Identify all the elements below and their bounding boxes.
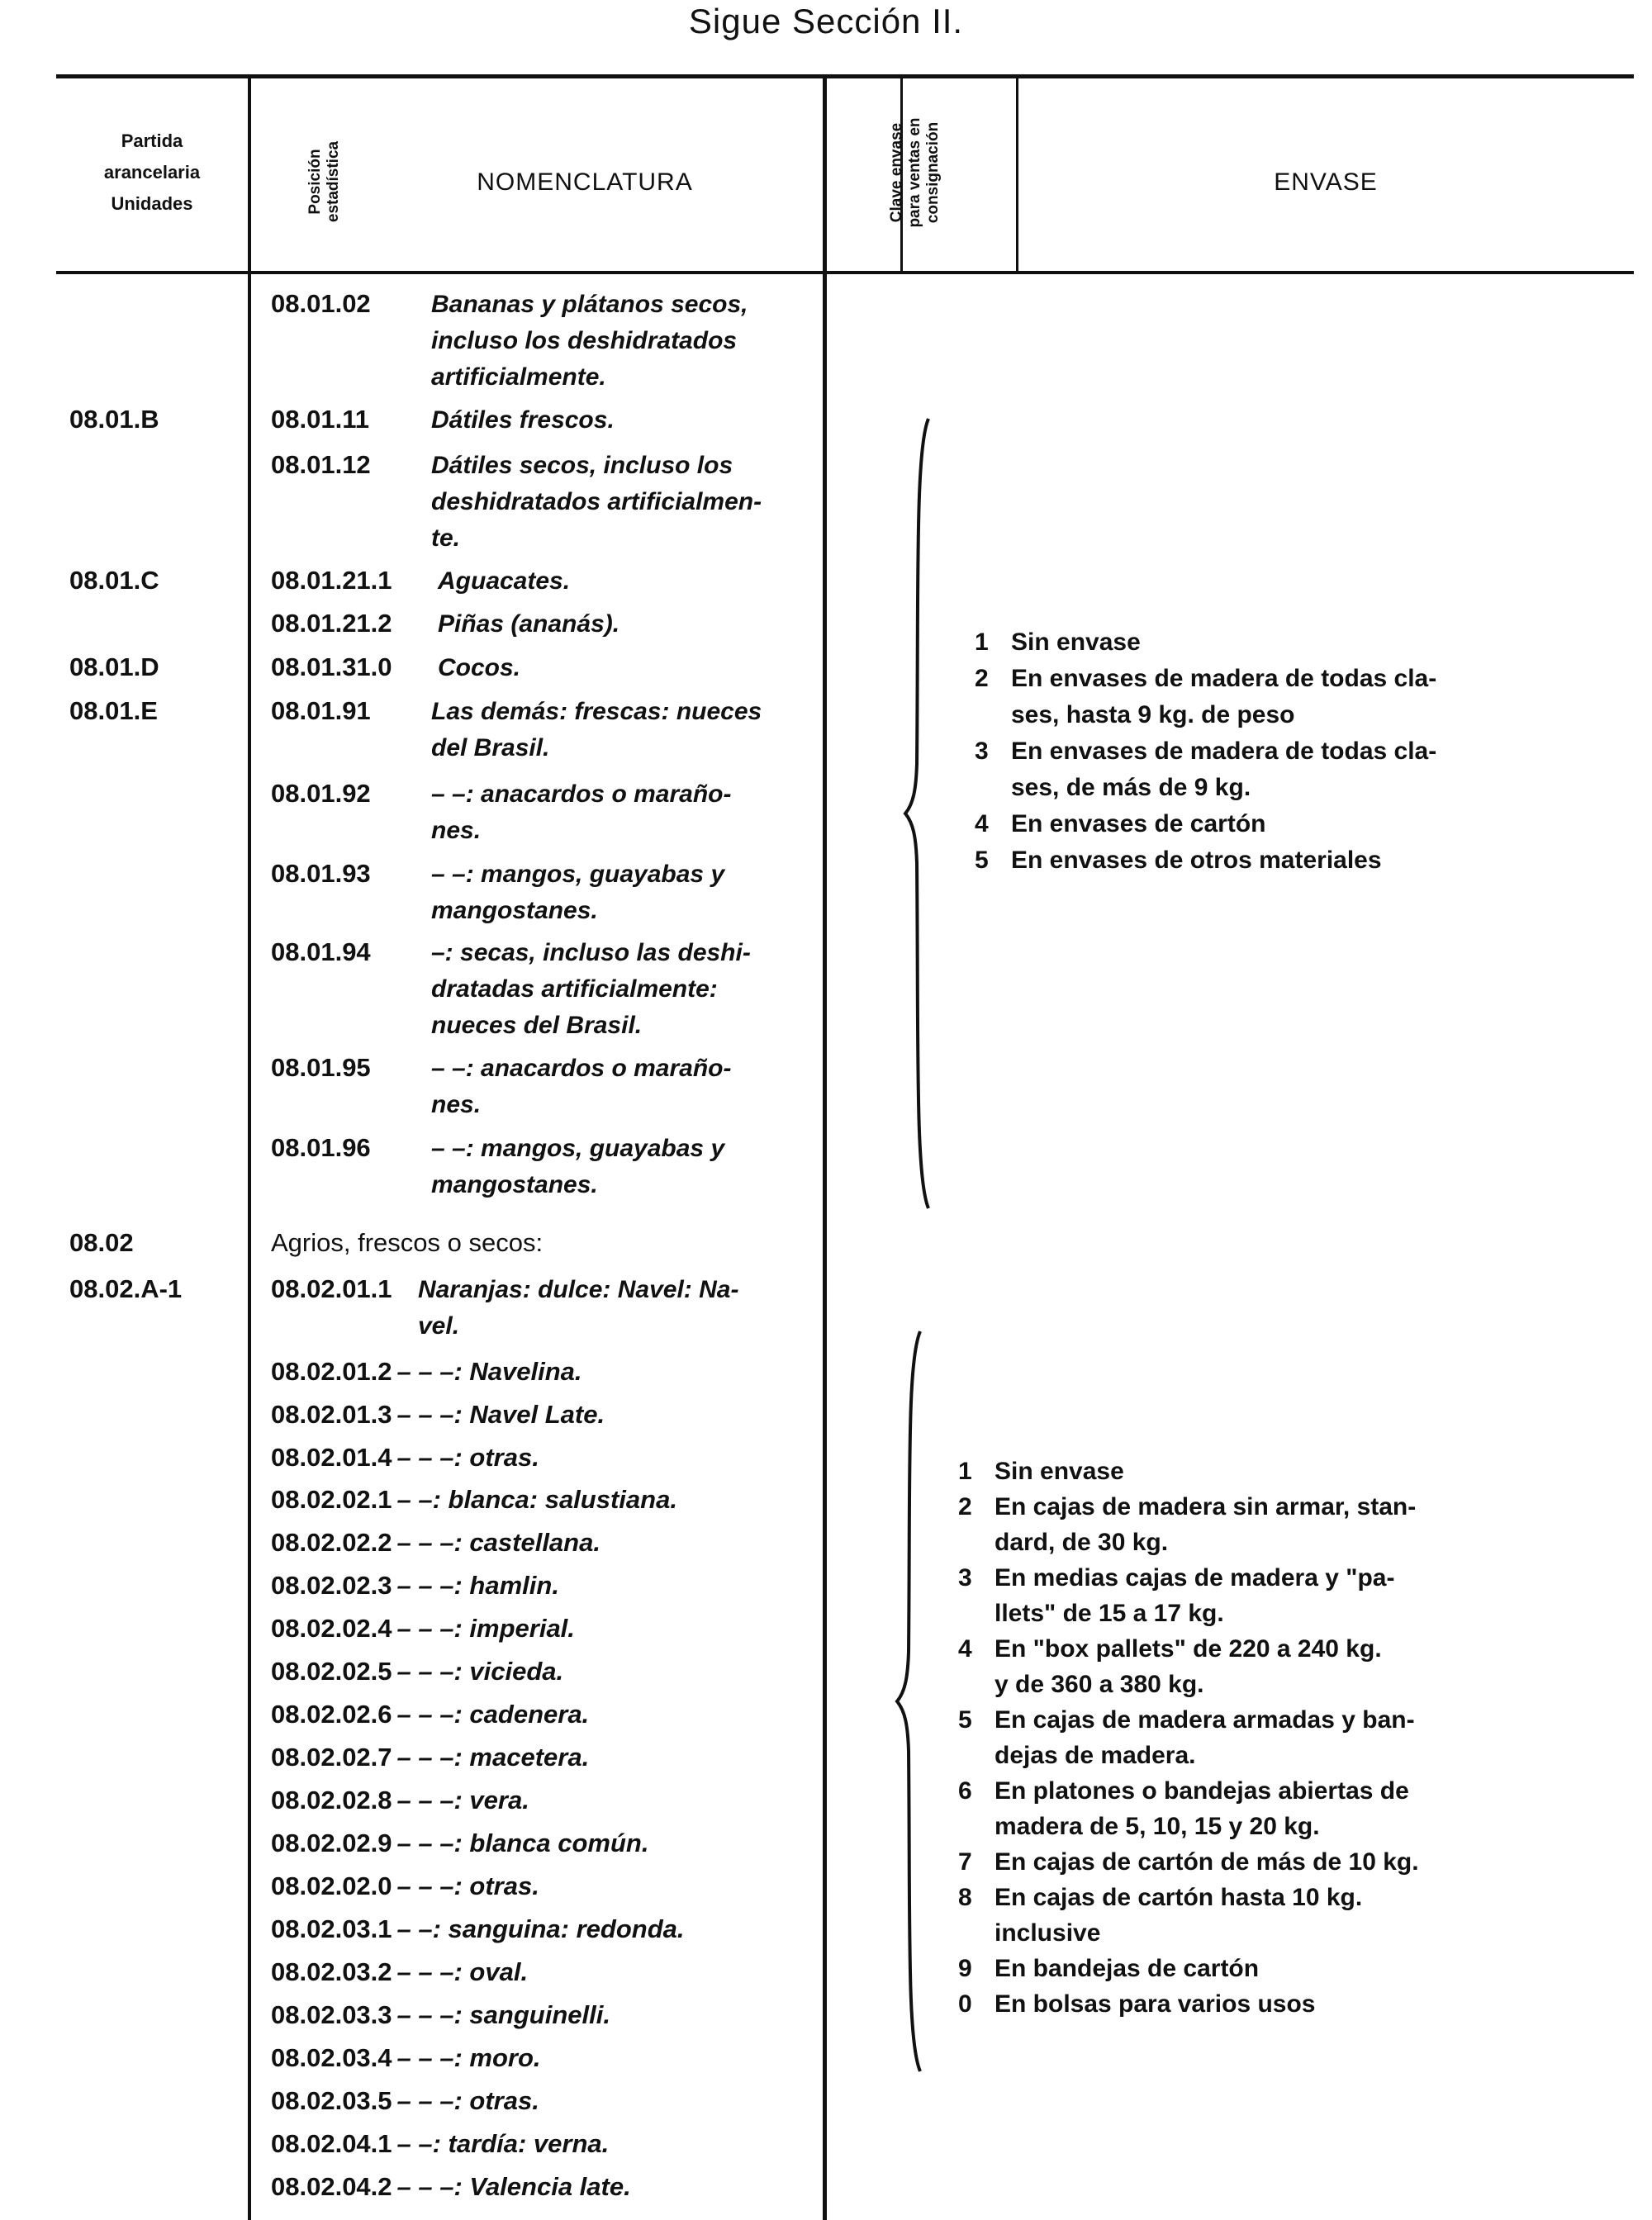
desc-line: – –: anacardos o maraño- (431, 1055, 732, 1082)
pos-code: 08.01.31.0 (271, 652, 392, 681)
item-text-line: dejas de madera. (995, 1742, 1196, 1769)
desc-text (431, 402, 807, 439)
pos-code: 08.01.96 (271, 1133, 371, 1162)
brace-group-2 (892, 1330, 925, 2073)
desc-text: – – –: otras. (396, 2086, 539, 2115)
header-clave-envase (888, 90, 946, 255)
desc-text: – – –: blanca común. (396, 1829, 649, 1857)
desc-line: – –: mangos, guayabas y (431, 1135, 725, 1162)
item-text-line: dard, de 30 kg. (995, 1529, 1169, 1556)
list-item (271, 2086, 539, 2116)
list-item (271, 1485, 677, 1515)
item-text-line: inclusive (995, 1919, 1101, 1947)
desc-text: – – –: macetera. (396, 1743, 590, 1772)
header-clave-line2: para ventas en (906, 117, 923, 228)
pos-code: 08.02.02.9 (271, 1829, 392, 1857)
header-clave-line1: Clave envase (888, 122, 905, 223)
item-number: 1 (958, 1458, 972, 1485)
desc-text (431, 448, 807, 557)
pos-code: 08.02.04.2 (271, 2172, 392, 2201)
header-envase: ENVASE (1274, 168, 1378, 196)
list-item (975, 661, 1503, 733)
header-partida-line1: Partida (121, 130, 183, 151)
pos-code: 08.01.95 (271, 1053, 371, 1082)
desc-line: –: secas, incluso las deshi- (431, 939, 751, 966)
item-text-line: En cajas de cartón hasta 10 kg. (995, 1884, 1363, 1911)
item-text (995, 1702, 1495, 1773)
pos-code: 08.02.02.2 (271, 1528, 392, 1557)
pos-code: 08.02.02.4 (271, 1614, 392, 1643)
item-text-line: Sin envase (995, 1458, 1124, 1485)
header-nomenclatura: NOMENCLATURA (477, 168, 693, 196)
column-divider-1 (248, 76, 251, 2220)
desc-text: – – –: moro. (396, 2043, 541, 2072)
item-number: 3 (975, 738, 989, 765)
pos-code: 08.01.11 (271, 405, 369, 434)
list-item (271, 2043, 541, 2073)
pos-code: 08.01.93 (271, 859, 371, 888)
list-item (958, 1773, 1495, 1844)
desc-text (438, 606, 814, 643)
list-item (958, 1454, 1495, 1489)
column-divider-2 (823, 76, 827, 2220)
list-item (271, 1914, 684, 1944)
item-number: 6 (958, 1777, 972, 1805)
item-text (995, 1880, 1495, 1951)
item-text (995, 1631, 1495, 1702)
item-text-line: En envases de madera de todas cla- (1011, 738, 1437, 765)
list-item (958, 1702, 1495, 1773)
desc-text: – –: tardía: verna. (396, 2129, 610, 2158)
list-item (958, 1951, 1495, 1986)
pos-code: 08.02.02.7 (271, 1743, 392, 1772)
list-item (271, 1571, 559, 1601)
pos-code: 08.02.03.5 (271, 2086, 392, 2115)
desc-text (431, 935, 807, 1044)
desc-text: – – –: vera. (396, 1786, 529, 1814)
item-text (995, 1951, 1495, 1986)
item-number: 4 (975, 810, 989, 837)
desc-text: – – –: Navelina. (396, 1357, 582, 1386)
item-text (1011, 733, 1503, 806)
desc-text (438, 563, 814, 600)
item-text (1011, 661, 1503, 733)
list-item (975, 733, 1503, 806)
partida-code: 08.01.D (69, 652, 159, 681)
desc-line: nes. (431, 1091, 482, 1118)
desc-line: Aguacates. (438, 567, 571, 595)
envase-list-2 (958, 1454, 1495, 2022)
pos-code: 08.02.03.4 (271, 2043, 392, 2072)
item-text-line: madera de 5, 10, 15 y 20 kg. (995, 1813, 1320, 1840)
desc-line: Dátiles secos, incluso los (431, 452, 733, 479)
header-posicion-line1: Posición (306, 149, 324, 215)
desc-text: – – –: otras. (396, 1871, 539, 1900)
item-number: 5 (958, 1706, 972, 1734)
desc-text: – – –: Valencia late. (396, 2172, 631, 2201)
item-text-line: y de 360 a 380 kg. (995, 1671, 1204, 1698)
desc-text: – – –: vicieda. (396, 1657, 564, 1686)
desc-line: Dátiles frescos. (431, 406, 615, 434)
desc-line: nes. (431, 817, 482, 844)
partida-code: 08.01.E (69, 696, 158, 725)
desc-text: – – –: Navel Late. (396, 1400, 605, 1429)
list-item (271, 1400, 605, 1430)
pos-code: 08.02.02.0 (271, 1871, 392, 1900)
desc-text (431, 1051, 807, 1123)
item-text-line: En cajas de madera sin armar, stan- (995, 1493, 1417, 1520)
desc-text (431, 287, 807, 396)
list-item (271, 1528, 601, 1558)
list-item (271, 1957, 528, 1987)
desc-text (438, 650, 814, 686)
desc-text: – – –: castellana. (396, 1528, 601, 1557)
item-text-line: En cajas de cartón de más de 10 kg. (995, 1848, 1419, 1876)
pos-code: 08.02.01.4 (271, 1443, 392, 1472)
list-item (958, 1560, 1495, 1631)
item-text (995, 1454, 1495, 1489)
header-partida-line2: arancelaria (103, 162, 201, 183)
header-posicion (306, 111, 346, 252)
item-text-line: En cajas de madera armadas y ban- (995, 1706, 1415, 1734)
desc-line: incluso los deshidratados (431, 327, 738, 354)
desc-line: Naranjas: dulce: Navel: Na- (418, 1276, 739, 1303)
item-text-line: Sin envase (1011, 629, 1141, 656)
item-number: 9 (958, 1955, 972, 1982)
pos-code: 08.01.94 (271, 937, 371, 966)
list-item (271, 1443, 539, 1473)
desc-text (418, 1272, 806, 1345)
item-number: 0 (958, 1990, 972, 2018)
desc-text (431, 776, 807, 849)
pos-code: 08.02.03.2 (271, 1957, 392, 1986)
item-text-line: En bandejas de cartón (995, 1955, 1260, 1982)
item-text-line: En medias cajas de madera y "pa- (995, 1564, 1395, 1591)
list-item (958, 1880, 1495, 1951)
desc-line: mangostanes. (431, 897, 598, 924)
pos-code: 08.02.03.3 (271, 2000, 392, 2029)
desc-text (431, 694, 807, 766)
desc-text: – –: blanca: salustiana. (396, 1485, 677, 1514)
item-text (1011, 842, 1503, 879)
item-text-line: En "box pallets" de 220 a 240 kg. (995, 1635, 1382, 1663)
item-text-line: En envases de madera de todas cla- (1011, 665, 1437, 692)
item-number: 2 (958, 1493, 972, 1520)
desc-line: deshidratados artificialmen- (431, 488, 762, 515)
pos-code: 08.02.02.8 (271, 1786, 392, 1814)
list-item (271, 1357, 582, 1387)
header-clave-line3: consignación (924, 121, 942, 224)
desc-line: Bananas y plátanos secos, (431, 291, 748, 318)
partida-code: 08.02.A-1 (69, 1274, 183, 1303)
item-text-line: En bolsas para varios usos (995, 1990, 1316, 2018)
header-partida (56, 126, 248, 220)
list-item (958, 1986, 1495, 2022)
item-text (995, 1489, 1495, 1560)
desc-text: – – –: hamlin. (396, 1571, 559, 1600)
list-item (271, 2172, 631, 2202)
header-bottom-rule (56, 271, 1634, 274)
item-text-line: ses, hasta 9 kg. de peso (1011, 701, 1295, 728)
desc-line: – –: anacardos o maraño- (431, 780, 732, 808)
item-text (995, 1560, 1495, 1631)
list-item (271, 1871, 539, 1901)
item-text (995, 1986, 1495, 2022)
desc-text (431, 1131, 807, 1203)
list-item (271, 1786, 529, 1815)
item-text-line: En platones o bandejas abiertas de (995, 1777, 1409, 1805)
list-item (975, 624, 1503, 661)
list-item (975, 806, 1503, 842)
pos-code: 08.02.02.6 (271, 1700, 392, 1729)
item-number: 2 (975, 665, 989, 692)
desc-line: – –: mangos, guayabas y (431, 861, 725, 888)
partida-code: 08.02 (69, 1228, 134, 1257)
header-posicion-line2: estadística (325, 140, 342, 223)
list-item (271, 1700, 589, 1729)
pos-code: 08.02.01.2 (271, 1357, 392, 1386)
item-text (995, 1844, 1495, 1880)
list-item (271, 2129, 609, 2159)
desc-line: vel. (418, 1312, 460, 1340)
item-text (1011, 624, 1503, 661)
partida-code: 08.01.B (69, 405, 159, 434)
list-item (958, 1489, 1495, 1560)
pos-code: 08.02.01.3 (271, 1400, 392, 1429)
item-number: 3 (958, 1564, 972, 1591)
item-text-line: ses, de más de 9 kg. (1011, 774, 1251, 801)
pos-code: 08.01.91 (271, 696, 371, 725)
desc-line: del Brasil. (431, 734, 550, 761)
list-item (975, 842, 1503, 879)
pos-code: 08.02.02.3 (271, 1571, 392, 1600)
list-item (958, 1631, 1495, 1702)
pos-code: 08.02.02.1 (271, 1485, 392, 1514)
desc-text: – – –: imperial. (396, 1614, 575, 1643)
desc-line: dratadas artificialmente: (431, 975, 718, 1003)
partida-code: 08.01.C (69, 566, 159, 595)
item-text (995, 1773, 1495, 1844)
desc-line: mangostanes. (431, 1171, 598, 1198)
list-item (958, 1844, 1495, 1880)
desc-line: artificialmente. (431, 363, 606, 391)
pos-code: 08.01.21.1 (271, 566, 392, 595)
pos-code: 08.01.12 (271, 450, 371, 479)
item-number: 8 (958, 1884, 972, 1911)
item-number: 5 (975, 847, 989, 874)
desc-text: – – –: otras. (396, 1443, 539, 1472)
list-item (271, 1743, 589, 1772)
desc-text: – – –: sanguinelli. (396, 2000, 610, 2029)
envase-list-1 (975, 624, 1503, 879)
item-number: 1 (975, 629, 989, 656)
desc-text (431, 856, 807, 929)
list-item (271, 2000, 610, 2030)
desc-line: nueces del Brasil. (431, 1012, 643, 1039)
header-partida-line3: Unidades (111, 193, 193, 214)
item-text-line: En envases de otros materiales (1011, 847, 1382, 874)
agrios-heading: Agrios, frescos o secos: (271, 1228, 544, 1257)
item-number: 7 (958, 1848, 972, 1876)
item-text-line: En envases de cartón (1011, 810, 1266, 837)
pos-code: 08.01.02 (271, 289, 371, 318)
list-item (271, 1657, 563, 1686)
item-number: 4 (958, 1635, 972, 1663)
list-item (271, 1614, 575, 1644)
desc-text: – – –: cadenera. (396, 1700, 590, 1729)
desc-line: te. (431, 524, 461, 552)
pos-code: 08.02.02.5 (271, 1657, 392, 1686)
page-heading: Sigue Sección II. (688, 2, 964, 40)
desc-text: – – –: oval. (396, 1957, 529, 1986)
list-item (271, 1829, 648, 1858)
item-text-line: llets" de 15 a 17 kg. (995, 1600, 1224, 1627)
desc-line: Cocos. (438, 654, 521, 681)
pos-code: 08.02.04.1 (271, 2129, 392, 2158)
item-text (1011, 806, 1503, 842)
brace-group-1 (900, 417, 933, 1210)
pos-code: 08.02.03.1 (271, 1914, 392, 1943)
pos-code: 08.02.01.1 (271, 1274, 392, 1303)
top-rule (56, 74, 1634, 78)
desc-line: Piñas (ananás). (438, 610, 620, 638)
desc-line: Las demás: frescas: nueces (431, 698, 762, 725)
pos-code: 08.01.21.2 (271, 609, 392, 638)
pos-code: 08.01.92 (271, 779, 371, 808)
desc-text: – –: sanguina: redonda. (396, 1914, 685, 1943)
